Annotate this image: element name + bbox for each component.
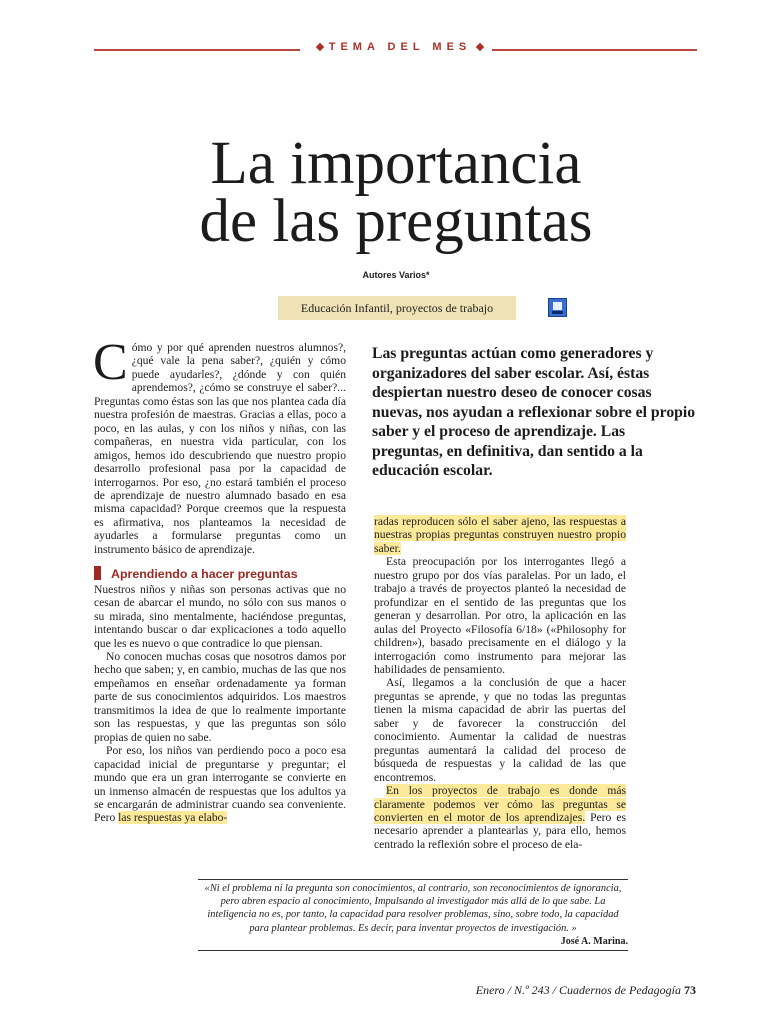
diamond-icon bbox=[476, 42, 484, 50]
highlighted-text: las respuestas ya elabo- bbox=[118, 811, 228, 825]
paragraph: Por eso, los niños van perdiendo poco a poco esa capacidad inicial de preguntarse y preguntar; el mundo que era un gran interrogante se convierte en un inmenso almacén de respuestas que los adultos ya se encargarán de administrar cuando sea conveniente. Pero las respuestas ya elabo- bbox=[94, 744, 346, 825]
quote-author: José A. Marina. bbox=[560, 935, 628, 947]
title-line-1: La importancia bbox=[210, 130, 582, 197]
paragraph: No conocen muchas cosas que nosotros damos por hecho que saben; y, en cambio, muchas de las que nos empeñamos en enseñar ordenadamente ya forman parte de sus conocimientos adquiridos. Los maestros transmitimos la idea de que lo realmente importante son las respuestas, y que las preguntas son sólo propias de quien no sabe. bbox=[94, 649, 346, 744]
header-rule-left bbox=[94, 49, 300, 51]
authors: Autores Varios* bbox=[362, 270, 430, 280]
square-bullet-icon bbox=[94, 566, 101, 580]
paragraph: Nuestros niños y niñas son personas activas que no cesan de abarcar el mundo, no sólo con sus manos o su mirada, sino mentalmente, haciéndose preguntas, intentando buscar o dar explicaciones a todo aquello que les es nuevo o que contradice lo que piensan. bbox=[94, 582, 346, 650]
subheading: Aprendiendo a hacer preguntas bbox=[94, 566, 346, 581]
quote-text: «Ni el problema ni la pregunta son conocimientos, al contrario, son reconocimientos de ignorancia, pero abren espacio al conocimiento, Impulsando al investigador más allá de lo que sabe. La inteligencia no es, por tanto, la capacidad para resolver problemas, sino, sobre todo, la capacidad para plantear problemas. Es decir, para inventar proyectos de investigación. » bbox=[204, 883, 622, 934]
paragraph: En los proyectos de trabajo es donde más claramente podemos ver cómo las preguntas se convierten en el motor de los aprendizajes. Pero es necesario aprender a plantearlas y, para ello, hemos centrado la reflexión sobre el proceso de ela- bbox=[374, 784, 626, 851]
pull-quote bbox=[198, 879, 628, 951]
article-title bbox=[0, 130, 768, 255]
diamond-icon bbox=[315, 42, 323, 50]
title-line-2: de las preguntas bbox=[199, 188, 593, 255]
header-rule-right bbox=[492, 49, 697, 51]
left-column bbox=[93, 334, 346, 825]
page-number: 73 bbox=[684, 983, 696, 997]
section-label: TEMA DEL MES bbox=[300, 41, 500, 53]
document-icon[interactable] bbox=[548, 298, 567, 317]
lead-paragraph: Las preguntas actúan como generadores y organizadores del saber escolar. Así, éstas despiertan nuestro deseo de conocer cosas nuevas, nos ayudan a reflexionar sobre el propio saber y el proceso de aprendizaje. Las preguntas, en definitiva, dan sentido a la educación escolar. bbox=[372, 345, 696, 479]
footer-citation: Enero / N.º 243 / Cuadernos de Pedagogía bbox=[475, 983, 681, 997]
intro-paragraph: Cómo y por qué aprenden nuestros alumnos?, ¿qué vale la pena saber?, ¿quién y cómo puede ayudarles?, ¿dónde y con quién aprendemos?, ¿cómo se construye el saber?... Preguntas como éstas son las que nos plantea cada día nuestra profesión de maestras. Gracias a ellas, poco a poco, en las aulas, y con los niños y niñas, con las compañeras, en nuestra vida particular, con los amigos, hemos ido descubriendo que nuestro propio desarrollo profesional pasa por la capacidad de interrogarnos. Por eso, ¿no estará también el proceso de aprendizaje de nuestro alumnado basado en esa misma capacidad? Porque creemos que la respuesta es afirmativa, nos planteamos la necesidad de ayudarles a formularse preguntas como un instrumento básico de aprendizaje. bbox=[93, 334, 346, 556]
right-column bbox=[374, 515, 626, 851]
paragraph: Esta preocupación por los interrogantes llegó a nuestro grupo por dos vías paralelas. Por un lado, el trabajo a través de proyectos planteó la necesidad de profundizar en el sentido de las preguntas que los generan y desarrollan. Por otro, la aplicación en las aulas del Proyecto «Filosofía 6/18» («Philosophy for children»), basado precisamente en el diálogo y la interrogación como instrumento para mejorar las habilidades de pensamiento. bbox=[374, 555, 626, 676]
highlighted-text: En los proyectos de trabajo es donde más claramente podemos ver cómo las preguntas se convierten en el motor de los aprendizajes. bbox=[374, 784, 626, 824]
drop-cap: C bbox=[93, 334, 128, 391]
topic-tag: Educación Infantil, proyectos de trabajo bbox=[278, 296, 516, 320]
paragraph: Así, llegamos a la conclusión de que a hacer preguntas se aprende, y que no todas las preguntas tienen la misma capacidad de abrir las puertas del saber y de favorecer la construcción del conocimiento. Aumentar la calidad de nuestras preguntas aumentará la calidad del proceso de búsqueda de respuestas y la calidad de las que encontremos. bbox=[374, 676, 626, 784]
highlighted-text: radas reproducen sólo el saber ajeno, las respuestas a nuestras propias preguntas construyen nuestro propio saber. bbox=[374, 515, 626, 555]
page-footer bbox=[476, 983, 696, 998]
paragraph bbox=[374, 515, 626, 555]
